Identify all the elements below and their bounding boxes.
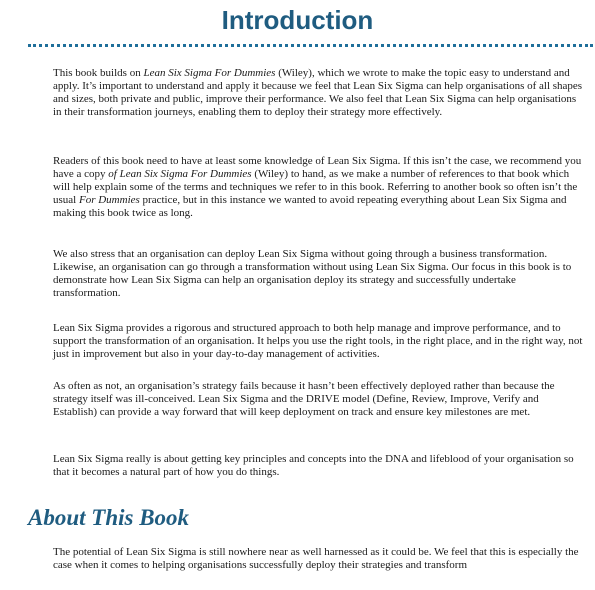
section-paragraph-1: The potential of Lean Six Sigma is still nowhere near as well harnessed as it could be. We feel that this is especially the case when it comes to helping organisations successfully deploy their strategies and transform [53, 546, 579, 572]
paragraph-3: We also stress that an organisation can deploy Lean Six Sigma without going through a business transformation. Likewise, an organisation can go through a transformation without using Lean Six Sigma. Our focus in this book is to demonstrate how Lean Six Sigma can help an organisation deploy its strategy and successfully undertake transformation. [53, 248, 572, 300]
paragraph-1: This book builds on Lean Six Sigma For Dummies (Wiley), which we wrote to make the topic easy to understand and apply. It’s important to understand and apply it because we feel that Lean Six Sigma can help organisations of all shapes and sizes, both private and public, improve their performance. We also feel that Lean Six Sigma can help organisations in their transformation journeys, enabling them to deploy their strategy more effectively. [53, 67, 583, 119]
chapter-title: Introduction [221, 5, 374, 35]
paragraph-5: As often as not, an organisation’s strategy fails because it hasn’t been effectively deployed rather than because the strategy itself was ill-conceived. Lean Six Sigma and the DRIVE model (Define, Review, Improve, Verify and Establish) can provide a way forward that will keep deployment on track and ensure key milestones are met. [53, 380, 555, 419]
paragraph-6: Lean Six Sigma really is about getting key principles and concepts into the DNA and lifeblood of your organisation so that it becomes a natural part of how you do things. [53, 453, 574, 479]
paragraph-4: Lean Six Sigma provides a rigorous and structured approach to both help manage and improve performance, and to support the transformation of an organisation. It helps you use the right tools, in the right place, and in the right way, not just in improvement but also in your day-to-day management of activities. [53, 322, 583, 361]
paragraph-2: Readers of this book need to have at least some knowledge of Lean Six Sigma. If this isn’t the case, we recommend you have a copy of Lean Six Sigma For Dummies (Wiley) to hand, as we make a number of references to that book which will help explain some of the terms and techniques we refer to in this book. Referring to another book so often isn’t the usual For Dummies practice, but in this instance we wanted to avoid repeating everything about Lean Six Sigma and making this book twice as long. [53, 155, 582, 220]
dotted-divider [28, 44, 593, 47]
section-heading: About This Book [28, 505, 190, 530]
